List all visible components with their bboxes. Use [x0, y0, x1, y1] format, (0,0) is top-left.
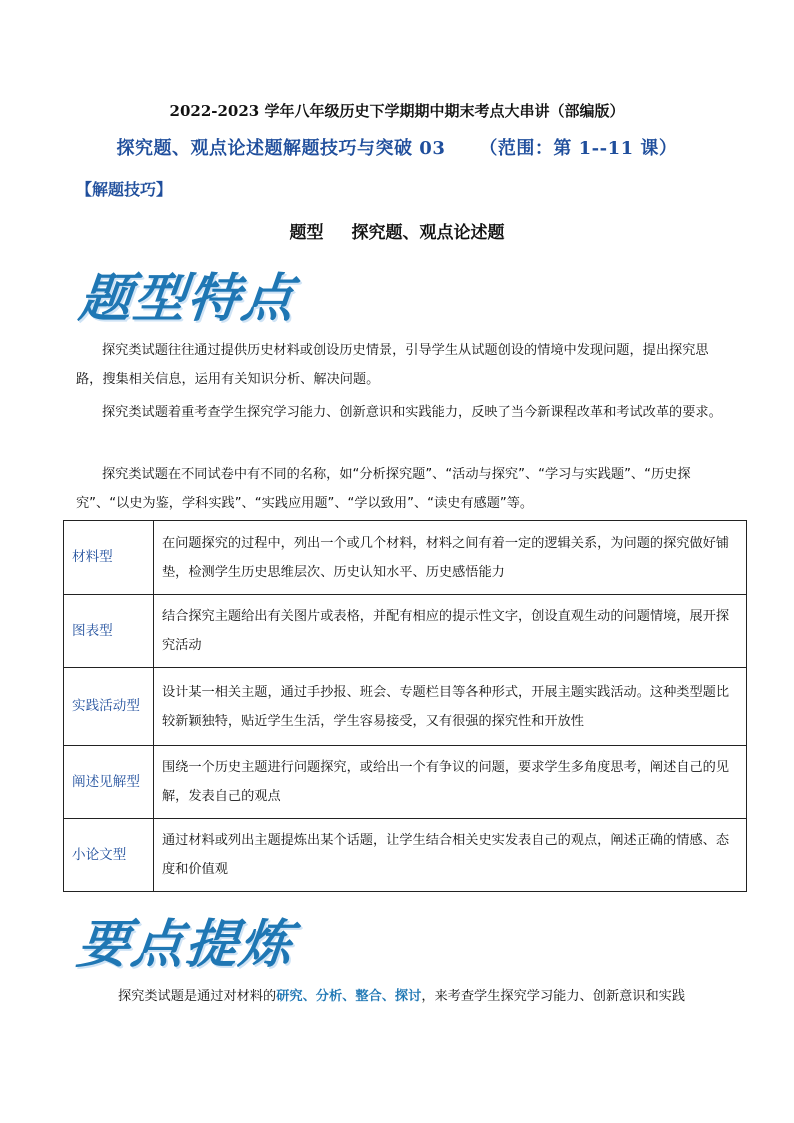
table-row	[64, 668, 747, 746]
question-type-heading	[0, 218, 794, 243]
subtitle-scope: （范围：第 1--11 课）	[479, 138, 678, 159]
subtitle-main: 探究题、观点论述题解题技巧与突破 03	[116, 138, 446, 159]
document-subtitle	[0, 134, 794, 160]
section-tips-heading: 【解题技巧】	[76, 180, 173, 199]
document-title: 2022-2023 学年八年级历史下学期期中期末考点大串讲（部编版）	[169, 102, 625, 120]
type-description: 围绕一个历史主题进行问题探究，或给出一个有争议的问题，要求学生多角度思考，阐述自己的见解，发表自己的观点	[154, 746, 747, 819]
question-types-table	[63, 520, 747, 892]
type-label: 小论文型	[64, 819, 154, 892]
table-row	[64, 746, 747, 819]
summary-highlight: 研究、分析、整合、探讨	[276, 989, 422, 1004]
type-description: 通过材料或列出主题提炼出某个话题，让学生结合相关史实发表自己的观点，阐述正确的情感、态度和价值观	[154, 819, 747, 892]
banner-key-points: 要点提炼	[74, 915, 297, 975]
type-description: 结合探究主题给出有关图片或表格，并配有相应的提示性文字，创设直观生动的问题情境，展开探究活动	[154, 595, 747, 668]
paragraph: 探究类试题着重考查学生探究学习能力、创新意识和实践能力，反映了当今新课程改革和考试改革的要求。	[102, 405, 722, 420]
type-label: 实践活动型	[64, 668, 154, 746]
paragraph: 探究类试题往往通过提供历史材料或创设历史情景，引导学生从试题创设的情境中发现问题，提出探究思路，搜集相关信息，运用有关知识分析、解决问题。	[76, 343, 709, 387]
summary-paragraph	[92, 982, 742, 1011]
summary-text-after: ，来考查学生探究学习能力、创新意识和实践	[421, 989, 686, 1004]
type-label: 图表型	[64, 595, 154, 668]
paragraph: 探究类试题在不同试卷中有不同的名称，如“分析探究题”、“活动与探究”、“学习与实践题”、“历史探究”、“以史为鉴，学科实践”、“实践应用题”、“学以致用”、“读史有感题”等。	[76, 467, 691, 511]
type-description: 在问题探究的过程中，列出一个或几个材料，材料之间有着一定的逻辑关系，为问题的探究做好铺垫，检测学生历史思维层次、历史认知水平、历史感悟能力	[154, 521, 747, 595]
question-type-name: 探究题、观点论述题	[351, 223, 505, 243]
banner-features: 题型特点	[76, 269, 299, 329]
table-row	[64, 595, 747, 668]
type-description: 设计某一相关主题，通过手抄报、班会、专题栏目等各种形式，开展主题实践活动。这种类型题比较新颖独特，贴近学生生活，学生容易接受，又有很强的探究性和开放性	[154, 668, 747, 746]
type-label: 阐述见解型	[64, 746, 154, 819]
table-row	[64, 819, 747, 892]
table-row	[64, 521, 747, 595]
summary-text-before: 探究类试题是通过对材料的	[118, 989, 277, 1004]
type-label: 材料型	[64, 521, 154, 595]
question-type-label: 题型	[289, 223, 324, 243]
